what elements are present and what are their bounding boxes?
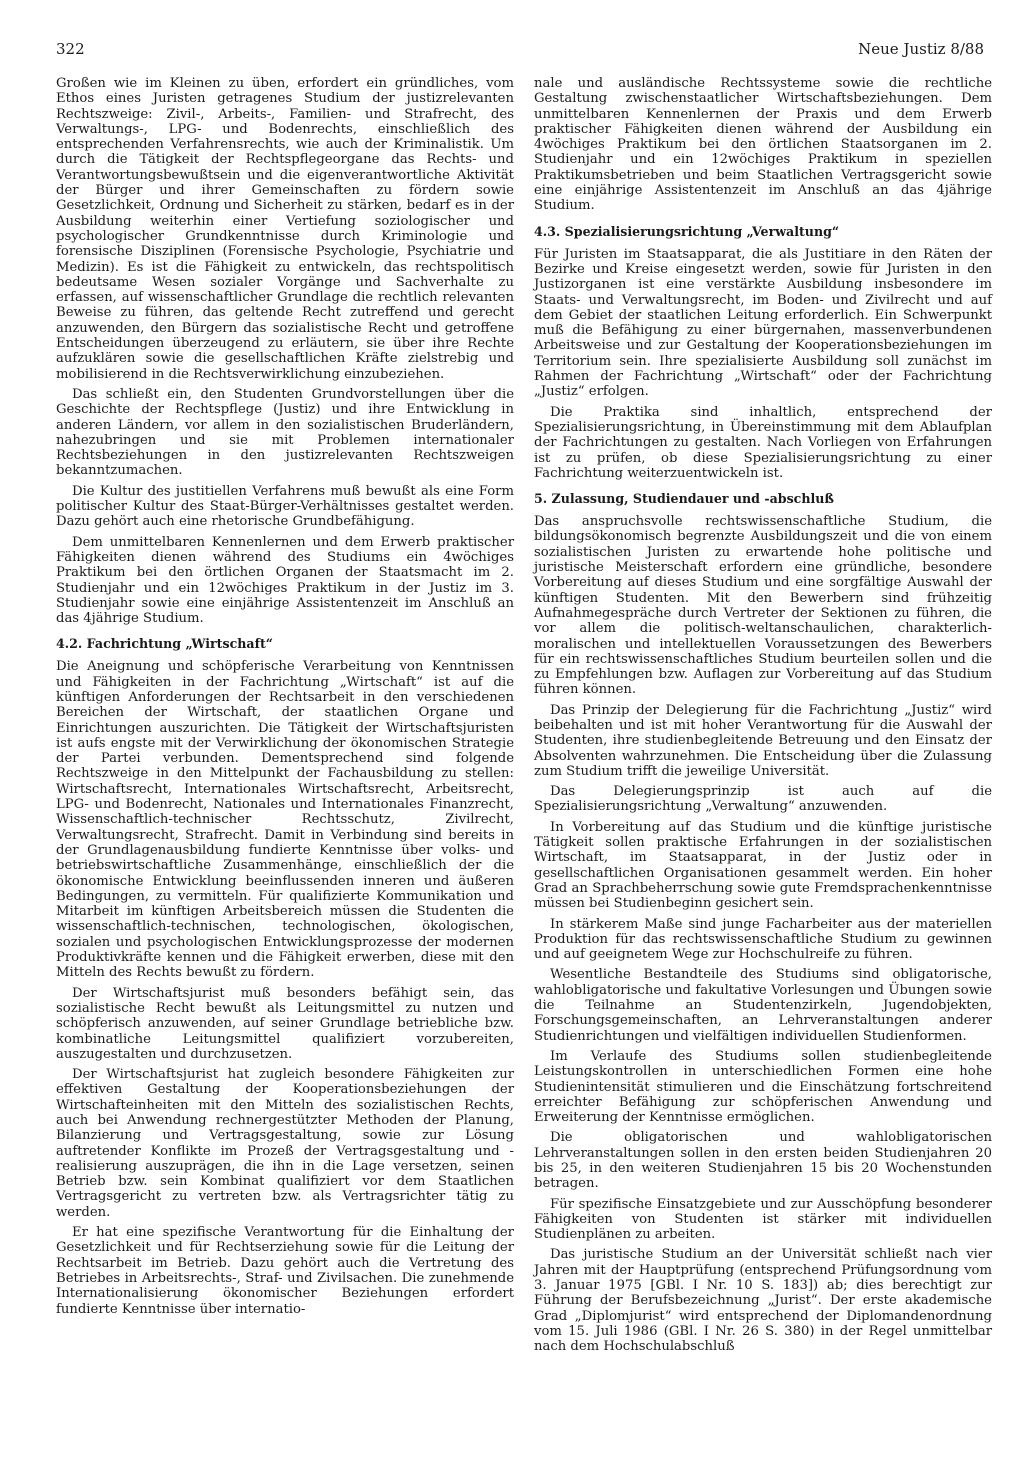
paragraph: Für spezifische Einsatzgebiete und zur Ausschöpfung besonderer Fähigkeiten von Studenten ist stärker mit individuellen Studienplänen zu arbeiten. bbox=[534, 1196, 992, 1243]
paragraph: Die Aneignung und schöpferische Verarbeitung von Kenntnissen und Fähigkeiten in der Fachrichtung „Wirtschaft“ ist auf die künftigen Anforderungen der Rechtsarbeit in den verschiedenen Bereichen der Wirtschaft, der staatlichen Organe und Einrichtungen auszurichten. Die Tätigkeit der Wirtschaftsjuristen ist aufs engste mit der Verwirklichung der ökonomischen Strategie der Partei verbunden. Dementsprechend sind folgende Rechtszweige in den Mittelpunkt der Fachausbildung zu stellen: Wirtschaftsrecht, Internationales Wirtschaftsrecht, Arbeitsrecht, LPG- und Bodenrecht, Nationales und Internationales Finanzrecht, Wissenschaftlich-technischer Rechtsschutz, Zivilrecht, Verwaltungsrecht, Strafrecht. Damit in Verbindung sind bereits in der Grundlagenausbildung fundierte Kenntnisse über volks- und betriebswirtschaftliche Zusammenhänge, einschließlich der die ökonomische Entwicklung beeinflussenden inneren und äußeren Bedingungen, zu vermitteln. Für qualifizierte Kommunikation und Mitarbeit im künftigen Arbeitsbereich müssen die Studenten die wissenschaftlich-technischen, technologischen, ökologischen, sozialen und psychologischen Entwicklungsprozesse der modernen Produktivkräfte kennen und die Fähigkeit erwerben, diese mit den Mitteln des Rechts bewußt zu fördern. bbox=[56, 659, 514, 981]
paragraph: Das Delegierungsprinzip ist auch auf die Spezialisierungsrichtung „Verwaltung“ anzuwenden. bbox=[534, 784, 992, 815]
left-column bbox=[56, 76, 514, 1322]
paragraph: Wesentliche Bestandteile des Studiums sind obligatorische, wahlobligatorische und fakultative Vorlesungen und Übungen sowie die Teilnahme an Studentenzirkeln, Jugendobjekten, Forschungsgemeinschaften, an Lehrveranstaltungen anderer Studienrichtungen und vielfältigen individuellen Studienformen. bbox=[534, 967, 992, 1044]
paragraph: In stärkerem Maße sind junge Facharbeiter aus der materiellen Produktion für das rechtswissenschaftliche Studium zu gewinnen und auf geeignetem Wege zur Hochschulreife zu führen. bbox=[534, 916, 992, 963]
paragraph: Im Verlaufe des Studiums sollen studienbegleitende Leistungskontrollen in unterschiedlichen Formen eine hohe Studienintensität stimulieren und die Einschätzung fortschreitend erreichter Befähigung zur schöpferischen Anwendung und Erweiterung der Kenntnisse ermöglichen. bbox=[534, 1048, 992, 1126]
paragraph: Das anspruchsvolle rechtswissenschaftliche Studium, die bildungsökonomisch begrenzte Ausbildungszeit und die von einem sozialistischen Juristen zu erwartende hohe politische und juristische Meisterschaft erfordern eine gründliche, besondere Vorbereitung auf dieses Studium und eine sorgfältige Auswahl der künftigen Studenten. Mit den Bewerbern sind frühzeitig Aufnahmegespräche durch Vertreter der Sektionen zu führen, die vor allem die politisch-weltanschaulichen, charakterlich-moralischen und intellektuellen Voraussetzungen des Bewerbers für ein rechtswissenschaftliches Studium beurteilen sollen und die zu Empfehlungen bzw. Auflagen zur Vorbereitung auf das Studium führen können. bbox=[534, 514, 992, 698]
paragraph: Das Prinzip der Delegierung für die Fachrichtung „Justiz“ wird beibehalten und ist mit hoher Verantwortung für die Auswahl der Studenten, ihre studienbegleitende Betreuung und den Einsatz der Absolventen wahrzunehmen. Die Entscheidung über die Zulassung zum Studium trifft die jeweilige Universität. bbox=[534, 702, 992, 779]
paragraph: Die Praktika sind inhaltlich, entsprechend der Spezialisierungsrichtung, in Übereinstimmung mit dem Ablaufplan der Fachrichtungen zu gestalten. Nach Vorliegen von Erfahrungen ist zu prüfen, ob diese Spezialisierungsrichtung zu einer Fachrichtung weiterzuentwickeln ist. bbox=[534, 404, 992, 481]
journal-title: Neue Justiz 8/88 bbox=[858, 40, 984, 58]
page-number: 322 bbox=[56, 40, 85, 58]
paragraph: Dem unmittelbaren Kennenlernen und dem Erwerb praktischer Fähigkeiten dienen während des Studiums ein 4wöchiges Praktikum bei den örtlichen Organen der Staatsmacht im 2. Studienjahr und ein 12wöchiges Praktikum in der Justiz im 3. Studienjahr sowie eine einjährige Assistentenzeit im Anschluß an das 4jährige Studium. bbox=[56, 534, 514, 627]
paragraph: Der Wirtschaftsjurist muß besonders befähigt sein, das sozialistische Recht bewußt als Leitungsmittel zu nutzen und schöpferisch anzuwenden, auf seiner Grundlage betriebliche bzw. kombinatliche Leitungsmittel qualifiziert vorzubereiten, auszugestalten und durchzusetzen. bbox=[56, 985, 514, 1062]
paragraph: nale und ausländische Rechtssysteme sowie die rechtliche Gestaltung zwischenstaatlicher Wirtschaftsbeziehungen. Dem unmittelbaren Kennenlernen der Praxis und dem Erwerb praktischer Fähigkeiten dienen während der Ausbildung ein 4wöchiges Praktikum bei den örtlichen Staatsorganen im 2. Studienjahr und ein 12wöchiges Praktikum in speziellen Praktikumsbetrieben und beim Staatlichen Vertragsgericht sowie eine einjährige Assistentenzeit im Anschluß an das 4jährige Studium. bbox=[534, 76, 992, 214]
paragraph: Der Wirtschaftsjurist hat zugleich besondere Fähigkeiten zur effektiven Gestaltung der Kooperationsbeziehungen der Wirtschafteinheiten mit den Mitteln des sozialistischen Rechts, auch bei Anwendung rechnergestützter Methoden der Planung, Bilanzierung und Vertragsgestaltung, sowie zur Lösung auftretender Konflikte im Prozeß der Vertragsgestaltung und -realisierung auszuprägen, die ihn in die Lage versetzen, seinen Betrieb bzw. sein Kombinat qualifiziert vor dem Staatlichen Vertragsgericht zu vertreten bzw. als Vertragsrichter tätig zu werden. bbox=[56, 1067, 514, 1220]
paragraph: Die obligatorischen und wahlobligatorischen Lehrveranstaltungen sollen in den ersten beiden Studienjahren 20 bis 25, in den weiteren Studienjahren 15 bis 20 Wochenstunden betragen. bbox=[534, 1130, 992, 1192]
paragraph: Das juristische Studium an der Universität schließt nach vier Jahren mit der Hauptprüfung (entsprechend Prüfungsordnung vom 3. Januar 1975 [GBl. I Nr. 10 S. 183]) ab; dies berechtigt zur Führung der Berufsbezeichnung „Jurist“. Der erste akademische Grad „Diplomjurist“ wird entsprechend der Diplomandenordnung vom 15. Juli 1986 (GBl. I Nr. 26 S. 380) in der Regel unmittelbar nach dem Hochschulabschluß bbox=[534, 1247, 992, 1355]
paragraph: Das schließt ein, den Studenten Grundvorstellungen über die Geschichte der Rechtspflege (Justiz) und ihre Entwicklung in anderen Ländern, vor allem in den sozialistischen Bruderländern, nahezubringen und sie mit Problemen internationaler Rechtsbeziehungen in den justizrelevanten Rechtszweigen bekanntzumachen. bbox=[56, 386, 514, 479]
paragraph: Großen wie im Kleinen zu üben, erfordert ein gründliches, vom Ethos eines Juristen getragenes Studium der justizrelevanten Rechtszweige: Zivil-, Arbeits-, Familien- und Strafrecht, des Verwaltungs-, LPG- und Bodenrechts, einschließlich des entsprechenden Verfahrensrechts, wie auch der Kriminalistik. Um durch die Tätigkeit der Rechtspflegeorgane das Rechts- und Verantwortungsbewußtsein und die eigenverantwortliche Aktivität der Bürger und ihrer Gemeinschaften zu fördern sowie Gesetzlichkeit, Ordnung und Sicherheit zu stärken, bedarf es in der Ausbildung weiterhin einer Vertiefung soziologischer und psychologischer Grundkenntnisse durch Kriminologie und forensische Disziplinen (Forensische Psychologie, Psychiatrie und Medizin). Es ist die Fähigkeit zu entwickeln, das rechtspolitisch bedeutsame Wesen sozialer Vorgänge und Sachverhalte zu erfassen, auf wissenschaftlicher Grundlage die rechtlich relevanten Beweise zu führen, das geltende Recht zutreffend und gerecht anzuwenden, den Bürgern das sozialistische Recht und getroffene Entscheidungen überzeugend zu erläutern, sie über ihre Rechte aufzuklären sowie die gesellschaftlichen Kräfte zielstrebig und mobilisierend in die Rechtsverwirklichung einzubeziehen. bbox=[56, 76, 514, 382]
paragraph: Er hat eine spezifische Verantwortung für die Einhaltung der Gesetzlichkeit und für Rechtserziehung sowie für die Leitung der Rechtsarbeit im Betrieb. Dazu gehört auch die Vertretung des Betriebes in Arbeitsrechts-, Straf- und Zivilsachen. Die zunehmende Internationalisierung ökonomischer Beziehungen erfordert fundierte Kenntnisse über internatio- bbox=[56, 1225, 514, 1317]
section-heading: 4.2. Fachrichtung „Wirtschaft“ bbox=[56, 636, 274, 652]
section-heading: 5. Zulassung, Studiendauer und -abschluß bbox=[534, 491, 834, 507]
page-header bbox=[56, 40, 984, 66]
paragraph: In Vorbereitung auf das Studium und die künftige juristische Tätigkeit sollen praktische Erfahrungen in der sozialistischen Wirtschaft, im Staatsapparat, in der Justiz oder in gesellschaftlichen Organisationen gesammelt werden. Ein hoher Grad an Sprachbeherrschung sowie gute Fremdsprachenkenntnisse müssen bei Studienbeginn gesichert sein. bbox=[534, 819, 992, 912]
paragraph: Für Juristen im Staatsapparat, die als Justitiare in den Räten der Bezirke und Kreise eingesetzt werden, sowie für Juristen in den Justizorganen ist eine verstärkte Ausbildung insbesondere im Staats- und Verwaltungsrecht, im Boden- und Zivilrecht und auf dem Gebiet der staatlichen Leitung erforderlich. Ein Schwerpunkt muß die Befähigung zu einer bürgernahen, massenverbundenen Arbeitsweise und zur Gestaltung der Kooperationsbeziehungen im Territorium sein. Ihre spezialisierte Ausbildung soll zunächst im Rahmen der Fachrichtung „Wirtschaft“ oder der Fachrichtung „Justiz“ erfolgen. bbox=[534, 246, 992, 400]
paragraph: Die Kultur des justitiellen Verfahrens muß bewußt als eine Form politischer Kultur des Staat-Bürger-Verhältnisses gestaltet werden. Dazu gehört auch eine rhetorische Grundbefähigung. bbox=[56, 483, 514, 530]
section-heading: 4.3. Spezialisierungsrichtung „Verwaltung“ bbox=[534, 223, 840, 239]
right-column bbox=[534, 76, 992, 1360]
